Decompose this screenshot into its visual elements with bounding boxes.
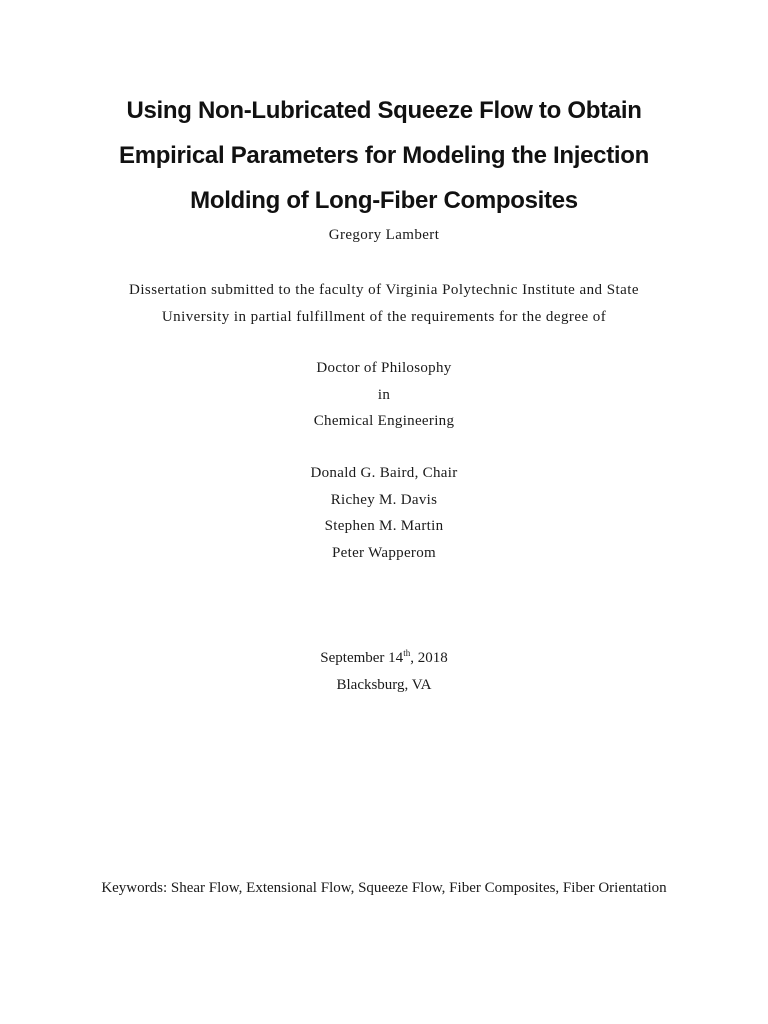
author-name: Gregory Lambert [328, 227, 440, 243]
submission-line-1: Dissertation submitted to the faculty of Virginia Polytechnic Institute and State [129, 282, 639, 298]
committee-member: Richey M. Davis [330, 491, 438, 508]
degree-name: Doctor of Philosophy [316, 360, 452, 376]
submission-date [0, 645, 768, 672]
date-ordinal-suffix: th [403, 648, 411, 658]
degree-connector: in [377, 386, 391, 403]
committee-member: Peter Wapperom [332, 544, 436, 561]
title-line-1: Using Non-Lubricated Squeeze Flow to Obtain [126, 97, 642, 124]
keywords-line: Keywords: Shear Flow, Extensional Flow, Squeeze Flow, Fiber Composites, Fiber Orientation [101, 880, 667, 896]
date-year: , 2018 [410, 650, 448, 666]
title-line-2: Empirical Parameters for Modeling the Injection [118, 142, 650, 169]
committee-member: Stephen M. Martin [324, 518, 444, 534]
submission-statement [0, 277, 768, 331]
degree-field: Chemical Engineering [313, 413, 455, 429]
date-location-block [0, 645, 768, 698]
title-line-3: Molding of Long-Fiber Composites [190, 187, 578, 214]
location: Blacksburg, VA [336, 676, 432, 693]
committee-list [0, 460, 768, 566]
submission-line-2: University in partial fulfillment of the requirements for the degree of [161, 309, 607, 325]
degree-block [0, 355, 768, 435]
dissertation-title [40, 88, 728, 223]
date-month-day: September 14 [320, 650, 404, 666]
committee-member: Donald G. Baird, Chair [310, 465, 458, 481]
